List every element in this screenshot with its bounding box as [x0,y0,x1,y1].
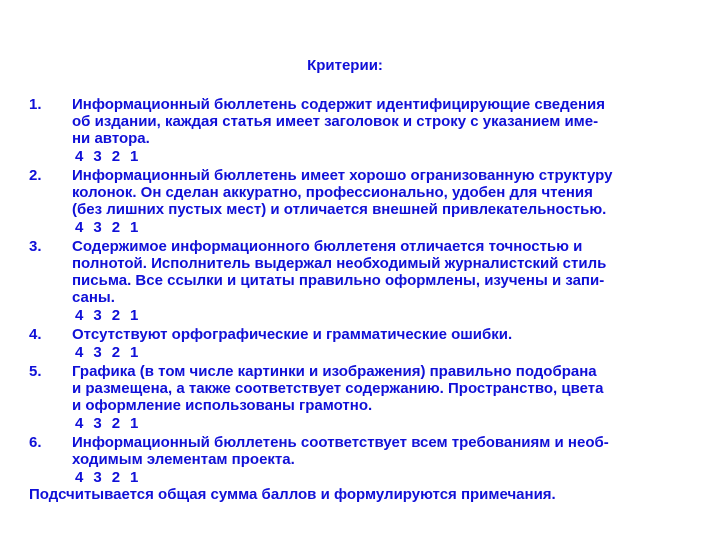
criterion-number: 2. [29,167,42,184]
score-option-2: 2 [111,307,121,324]
criterion-number: 5. [29,363,42,380]
score-row [75,469,699,487]
score-row [75,307,699,325]
score-option-4: 4 [75,415,84,432]
score-option-4: 4 [75,307,84,324]
score-option-2: 2 [111,469,121,486]
score-option-4: 4 [75,344,84,361]
score-option-1: 1 [130,415,139,432]
score-option-3: 3 [93,344,102,361]
criterion-text: Информационный бюллетень содержит идентифицирующие сведения об издании, каждая статья имеет заголовок и строку с указанием име- ни автора. [72,96,606,147]
score-option-1: 1 [130,219,139,236]
criterion-3 [29,238,699,325]
score-row [75,344,699,362]
score-option-3: 3 [93,415,102,432]
score-option-4: 4 [75,219,84,236]
score-row [75,219,699,237]
score-option-3: 3 [93,148,102,165]
criterion-6 [29,434,699,487]
summary-note: Подсчитывается общая сумма баллов и формулируются примечания. [29,486,556,503]
criterion-2 [29,167,699,237]
criterion-5 [29,363,699,433]
score-row [75,415,699,433]
criterion-number: 3. [29,238,42,255]
score-option-3: 3 [93,219,102,236]
criterion-number: 1. [29,96,42,113]
criterion-number: 4. [29,326,42,343]
score-option-4: 4 [75,469,84,486]
criterion-number: 6. [29,434,42,451]
score-option-3: 3 [93,469,102,486]
criterion-text: Отсутствуют орфографические и грамматические ошибки. [72,326,513,343]
criterion-text: Содержимое информационного бюллетеня отличается точностью и полнотой. Исполнитель выдержал необходимый журналистский стиль письма. Все ссылки и цитаты правильно оформлены, изучены и запи- саны. [72,238,607,306]
criterion-text: Информационный бюллетень имеет хорошо огранизованную структуру колонок. Он сделан аккуратно, профессионально, удобен для чтения (без лишних пустых мест) и отличается внешней привлекательностью. [72,167,613,218]
score-option-2: 2 [111,148,121,165]
criterion-text: Графика (в том числе картинки и изображения) правильно подобрана и размещена, а также соответствует содержанию. Пространство, цвета и оформление использованы грамотно. [72,363,604,414]
score-option-2: 2 [111,219,121,236]
criterion-1 [29,96,699,166]
criterion-4 [29,326,699,362]
score-option-2: 2 [111,415,121,432]
score-option-3: 3 [93,307,102,324]
page-title: Критерии: [307,57,383,74]
score-option-2: 2 [111,344,121,361]
score-option-1: 1 [130,469,139,486]
criterion-text: Информационный бюллетень соответствует всем требованиям и необ- ходимым элементам проекта. [72,434,609,468]
score-option-1: 1 [130,344,139,361]
score-row [75,148,699,166]
score-option-1: 1 [130,148,139,165]
criteria-list [29,96,699,488]
score-option-4: 4 [75,148,84,165]
score-option-1: 1 [130,307,139,324]
